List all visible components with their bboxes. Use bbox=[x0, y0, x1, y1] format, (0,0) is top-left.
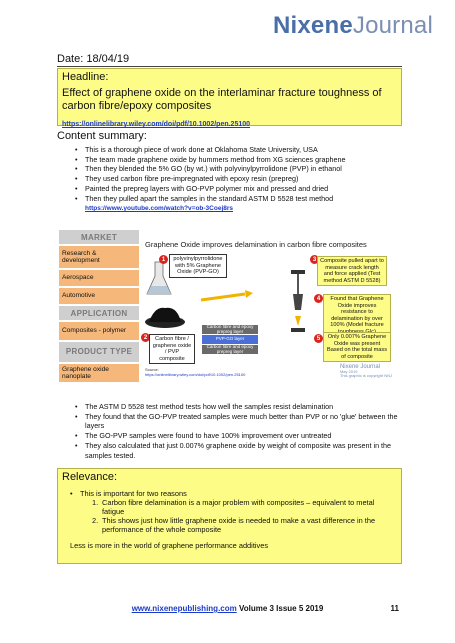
divider bbox=[57, 66, 402, 67]
headline-box bbox=[57, 68, 402, 126]
list-item: • The team made graphene oxide by hummers method from XG sciences graphene bbox=[75, 155, 405, 165]
step-marker: 2 bbox=[141, 333, 150, 342]
reason-text: Carbon fibre delamination is a major problem with composites – equivalent to metal fatigue bbox=[102, 498, 375, 516]
mini-copyright: This graphic is copyright NNJ bbox=[339, 373, 392, 379]
market-item: Research & development bbox=[59, 246, 139, 268]
reason-text: This shows just how little graphene oxide is needed to make a vast difference in the performance of the whole composite bbox=[102, 516, 376, 534]
note-concentration: Only 0.007% Graphene Oxide was present Based on the total mass of composite bbox=[323, 332, 391, 362]
category-sidebar bbox=[59, 230, 139, 384]
logo-bold-text: Nixene bbox=[272, 12, 353, 39]
mini-brand bbox=[340, 365, 392, 379]
prepreg-layer: Carbon fibre and epoxy prepreg layer bbox=[202, 345, 258, 354]
market-item: Aerospace bbox=[59, 270, 139, 286]
page-number: 11 bbox=[390, 604, 399, 613]
logo-light-text: Journal bbox=[352, 12, 433, 39]
summary-label: Content summary: bbox=[57, 130, 147, 142]
note-pvp-go: polyvinylpyrrolidone with 5% Graphene Oxide (PVP-GO) bbox=[169, 254, 227, 278]
step-marker: 5 bbox=[314, 334, 323, 343]
figure-source bbox=[145, 367, 245, 377]
application-item: Composites - polymer bbox=[59, 322, 139, 340]
figure-title: Graphene Oxide improves delamination in carbon fibre composites bbox=[145, 240, 367, 249]
prepreg-layer: Carbon fibre and epoxy prepreg layer bbox=[202, 325, 258, 334]
list-item bbox=[75, 194, 405, 214]
page-footer bbox=[0, 604, 455, 613]
relevance-bullet: • This is important for two reasons bbox=[62, 489, 397, 498]
application-header: APPLICATION bbox=[59, 306, 139, 320]
article-date: Date: 18/04/19 bbox=[57, 53, 130, 65]
relevance-footer: Less is more in the world of graphene performance additives bbox=[70, 541, 269, 550]
list-item: • This is a thorough piece of work done at Oklahoma State University, USA bbox=[75, 145, 405, 155]
reason-item bbox=[62, 516, 397, 534]
note-finding: Found that Graphene Oxide improves resistance to delamination by over 100% (Model fracture bbox=[323, 294, 391, 338]
summary-list bbox=[75, 145, 405, 214]
infographic bbox=[57, 230, 402, 380]
headline-source-link[interactable]: https://onlinelibrary.wiley.com/doi/pdf/10.1002/pen.25100 bbox=[62, 121, 251, 128]
headline-title: Effect of graphene oxide on the interlaminar fracture toughness of carbon fibre/epoxy composites bbox=[62, 87, 382, 112]
note-test-method: Composite pulled apart to measure crack length and force applied (Test method ASTM D 5528) bbox=[317, 256, 387, 286]
arrow-icon bbox=[201, 290, 253, 300]
list-item: • They also calculated that just 0.007% graphene oxide by weight of composite was present in the samples tested. bbox=[75, 441, 405, 460]
source-label: Source: bbox=[145, 367, 159, 372]
list-item: • The GO-PVP samples were found to have 100% improvement over untreated bbox=[75, 431, 405, 441]
list-item: • They used carbon fibre pre-impregnated with epoxy resin (prepreg) bbox=[75, 174, 405, 184]
note-composite: Carbon fibre / graphene oxide / PVP composite bbox=[149, 334, 195, 364]
step-marker: 1 bbox=[159, 255, 168, 264]
pvp-go-layer: PVP-GO layer bbox=[202, 335, 258, 344]
list-item: • Painted the prepreg layers with GO-PVP polymer mix and pressed and dried bbox=[75, 184, 405, 194]
list-item: • They found that the GO-PVP treated samples were much better than PVP or no 'glue' between the layers bbox=[75, 412, 405, 431]
test-jig-icon bbox=[291, 270, 305, 332]
list-item-text: Then they pulled apart the samples in the standard ASTM D 5528 test method bbox=[85, 193, 334, 203]
product-type-header: PRODUCT TYPE bbox=[59, 342, 139, 362]
reason-number: 2. bbox=[92, 516, 99, 525]
relevance-box bbox=[57, 468, 402, 564]
headline-label: Headline: bbox=[62, 71, 109, 83]
footer-issue: Volume 3 Issue 5 2019 bbox=[238, 604, 324, 613]
market-item: Automotive bbox=[59, 288, 139, 304]
nixene-journal-logo bbox=[273, 12, 433, 40]
relevance-list bbox=[62, 489, 397, 534]
findings-list bbox=[75, 402, 405, 460]
mini-date: May 2019 bbox=[339, 368, 358, 374]
flask-icon bbox=[147, 262, 171, 294]
graphene-powder-icon bbox=[145, 308, 185, 328]
step-marker: 3 bbox=[310, 255, 319, 264]
mini-brand-name: Nixene Journal bbox=[339, 364, 380, 370]
step-marker: 4 bbox=[314, 294, 323, 303]
reason-number: 1. bbox=[92, 498, 99, 507]
reason-item bbox=[62, 498, 397, 516]
list-item: • Then they blended the 5% GO (by wt.) with polyvinylpyrrolidone (PVP) in ethanol bbox=[75, 164, 405, 174]
relevance-label: Relevance: bbox=[62, 471, 118, 483]
list-item: • The ASTM D 5528 test method tests how well the samples resist delamination bbox=[75, 402, 405, 412]
youtube-link[interactable]: https://www.youtube.com/watch?v=ob-3Coej8rs bbox=[85, 205, 234, 213]
product-type-item: Graphene oxide nanoplate bbox=[59, 364, 139, 382]
source-link[interactable]: https://onlinelibrary.wiley.com/doi/pdf/10.1002/pen.25100 bbox=[145, 372, 246, 377]
market-header: MARKET bbox=[59, 230, 139, 244]
footer-url[interactable]: www.nixenepublishing.com bbox=[131, 604, 237, 613]
